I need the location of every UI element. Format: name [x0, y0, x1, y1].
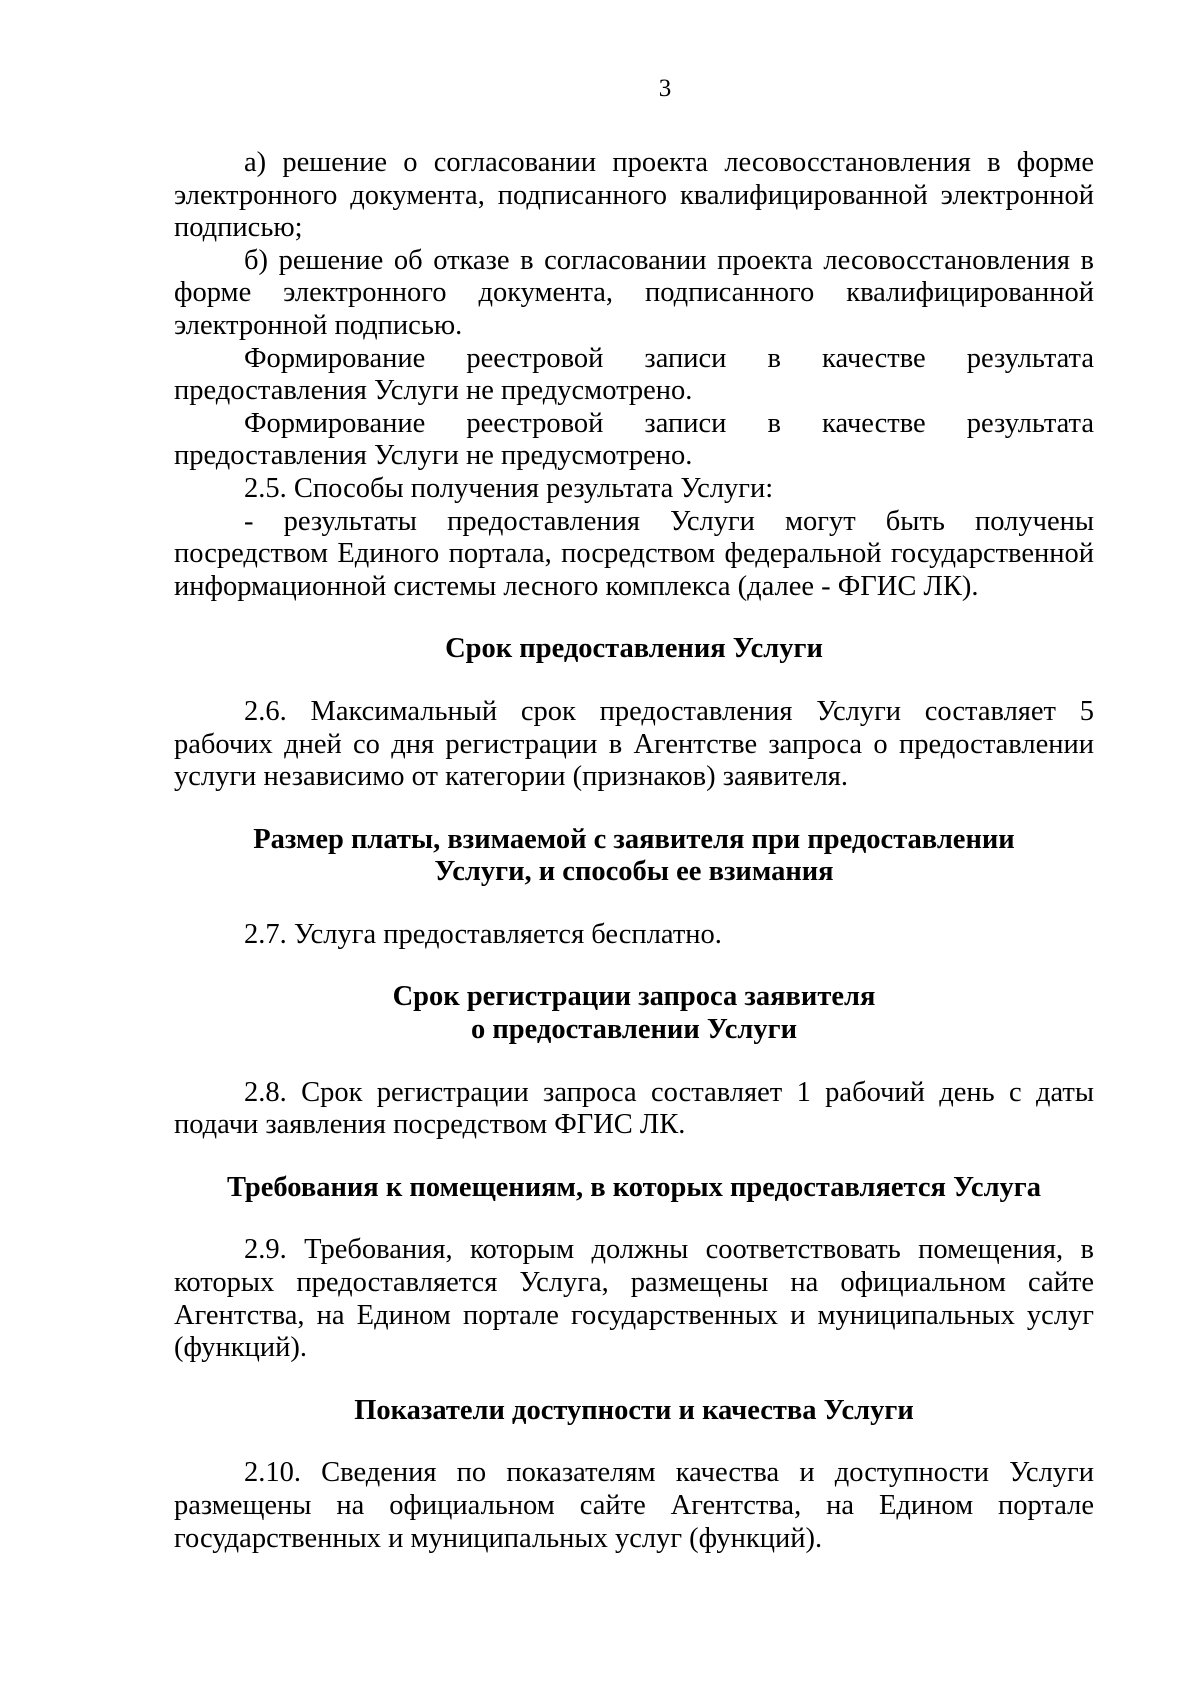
heading-premises: Требования к помещениям, в которых предоставляется Услуга [226, 1171, 1042, 1203]
paragraph-2-9: 2.9. Требования, которым должны соответствовать помещения, в которых предоставляется Услуга, размещены на официальном сайте Агентства, на Едином портале государственных и муниципальных услуг (функций). [174, 1234, 1094, 1364]
heading-registration-term: Срок регистрации запроса заявителя о предоставлении Услуги [392, 981, 876, 1046]
page-number: 3 [658, 75, 672, 102]
paragraph-2-7: 2.7. Услуга предоставляется бесплатно. [244, 918, 722, 950]
paragraph-decision-refusal: б) решение об отказе в согласовании проекта лесовосстановления в форме электронного документа, подписанного квалифицированной электронной подписью. [174, 244, 1094, 341]
paragraph-decision-approval: а) решение о согласовании проекта лесовосстановления в форме электронного документа, подписанного квалифицированной электронной подписью; [174, 147, 1094, 244]
paragraph-registry-record-2: Формирование реестровой записи в качестве результата предоставления Услуги не предусмотрено. [174, 407, 1094, 472]
paragraph-registry-record-1: Формирование реестровой записи в качестве результата предоставления Услуги не предусмотрено. [174, 342, 1094, 407]
heading-quality-indicators: Показатели доступности и качества Услуги [354, 1394, 914, 1426]
paragraph-2-5-methods: - результаты предоставления Услуги могут быть получены посредством Единого портала, посредством федеральной государственной информационной системы лесного комплекса (далее - ФГИС ЛК). [174, 505, 1094, 602]
paragraph-2-5-title: 2.5. Способы получения результата Услуги: [244, 472, 774, 504]
heading-fee: Размер платы, взимаемой с заявителя при предоставлении Услуги, и способы ее взимания [253, 823, 1015, 888]
document-body [174, 147, 1094, 1555]
paragraph-2-10: 2.10. Сведения по показателям качества и доступности Услуги размещены на официальном сайте Агентства, на Едином портале государственных и муниципальных услуг (функций). [174, 1457, 1094, 1554]
heading-service-term: Срок предоставления Услуги [445, 633, 823, 665]
paragraph-2-6: 2.6. Максимальный срок предоставления Услуги составляет 5 рабочих дней со дня регистрации в Агентстве запроса о предоставлении услуги независимо от категории (признаков) заявителя. [174, 695, 1094, 793]
paragraph-2-8: 2.8. Срок регистрации запроса составляет 1 рабочий день с даты подачи заявления посредством ФГИС ЛК. [174, 1076, 1094, 1141]
